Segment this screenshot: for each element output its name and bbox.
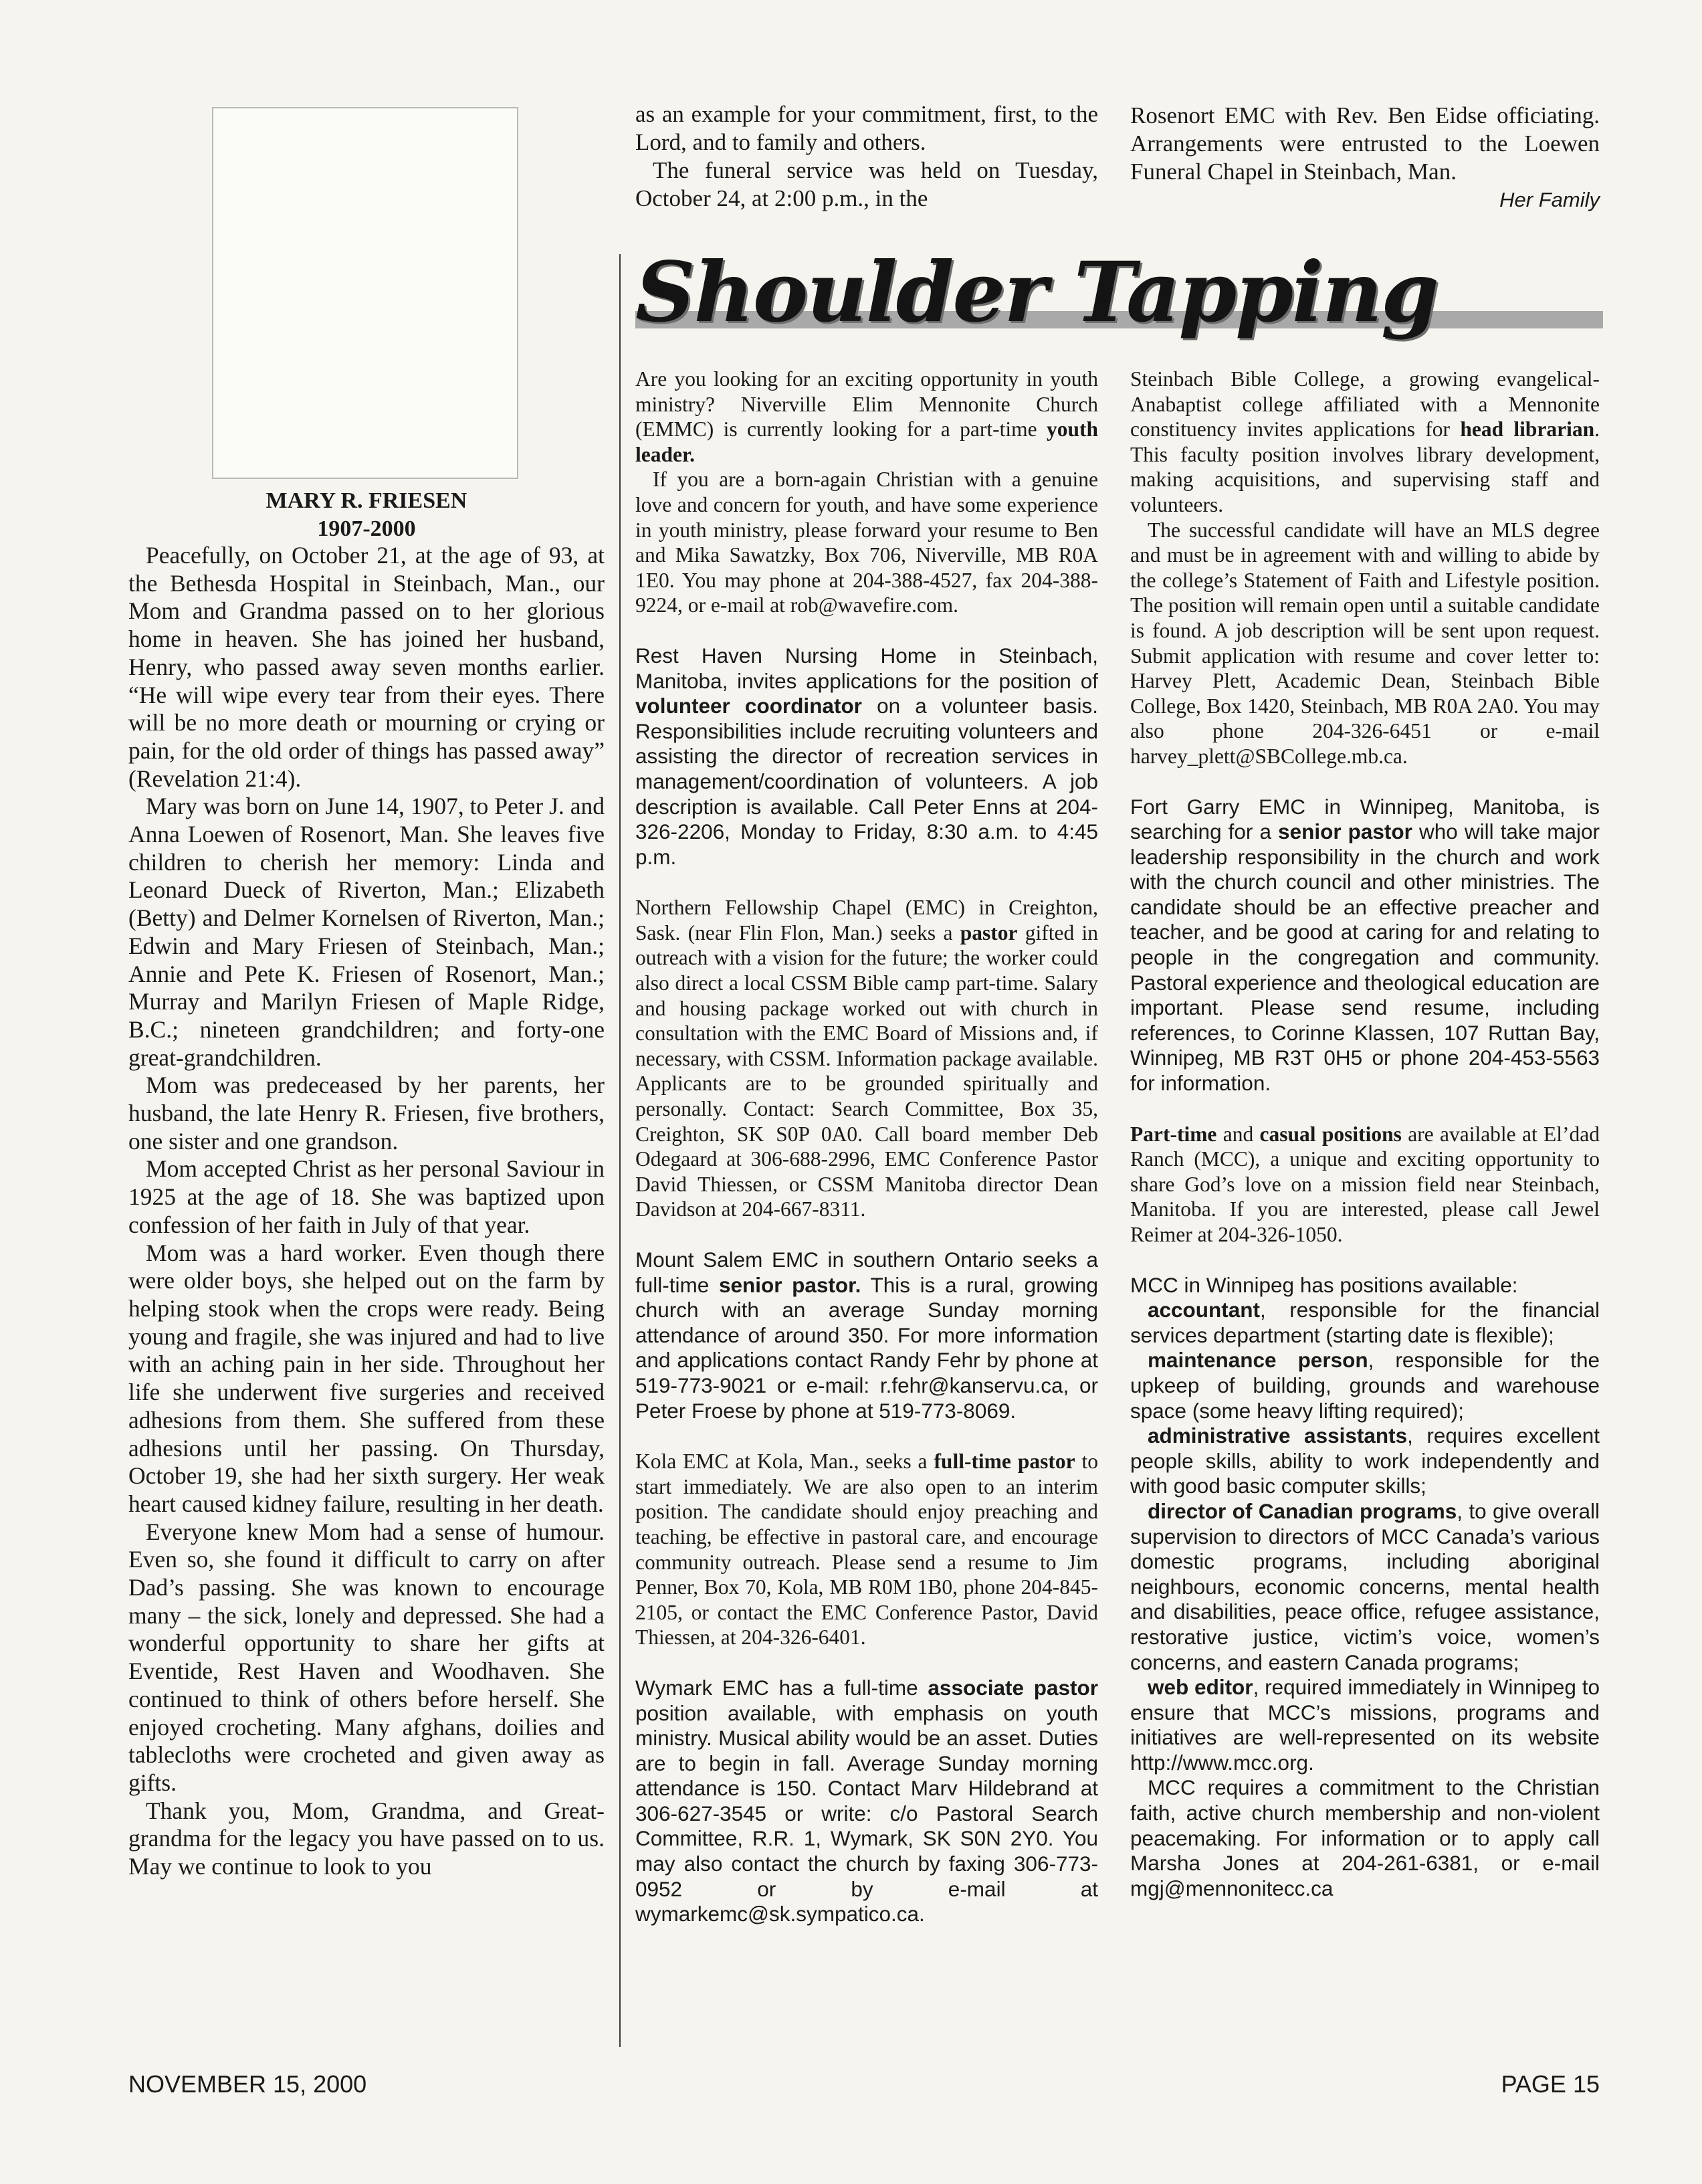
obituary-continued-right [1130,102,1600,214]
footer-date: NOVEMBER 15, 2000 [128,2070,367,2098]
obituary-name: MARY R. FRIESEN [265,488,467,513]
ad-position-title: youth leader. [635,417,1098,466]
ad-wymark: Wymark EMC has a full-time associate pastor position available, with emphasis on youth ministry. Musical ability would be an asset. Duties are to begin in fall. Average Sunday morning attendance is 150. Contact Marv Hildebrand at 306-627-3545 or write: c/o Pastoral Search Committee, R.R. 1, Wymark, SK S0N 2Y0. You may also contact the church by faxing 306-773-0952 or by e-mail at wymarkemc@sk.sympatico.ca. [635,1675,1098,1926]
obituary-years: 1907-2000 [317,516,416,541]
ad-position-title: maintenance person [1148,1348,1368,1373]
obituary-body [128,542,605,1881]
column-divider [619,254,621,2047]
footer-page-number: PAGE 15 [1501,2070,1600,2098]
ad-eldad-ranch: Part-time and casual positions are available at El’dad Ranch (MCC), a unique and exciting opportunity to share God’s love on a mission field near Steinbach, Manitoba. If you are interested, please call Jewel Reimer at 204-326-1050. [1130,1122,1600,1246]
obituary-paragraph: Mary was born on June 14, 1907, to Peter J. and Anna Loewen of Rosenort, Man. She leaves five children to cherish her memory: Linda and Leonard Dueck of Riverton, Man.; Elizabeth (Betty) and Delmer Kornelsen of Riverton, Man.; Edwin and Mary Friesen of Steinbach, Man.; Annie and Pete K. Friesen of Rosenort, Man.; Murray and Marilyn Friesen of Maple Ridge, B.C.; nineteen grandchildren; and forty-one great-grandchildren. [128,793,605,1071]
ad-position-title: full-time pastor [934,1450,1075,1474]
obituary-paragraph: as an example for your commitment, first, to the Lord, and to family and others. [635,101,1098,155]
ad-steinbach-bible-college: Steinbach Bible College, a growing evangelical-Anabaptist college affiliated with a Mennonite constituency invites applications for head librarian. This faculty position involves library development, making acquisitions, and supervising staff and volunteers. The successful candidate will have an MLS degree and must be in agreement with and willing to abide by the college’s Statement of Faith and Lifestyle position. The position will remain open until a suitable candidate is found. A job description will be sent upon request. Submit application with resume and cover letter to: Harvey Plett, Academic Dean, Steinbach Bible College, Box 1420, Steinbach, MB R0A 2A0. You may also phone 204-326-6451 or e-mail harvey_plett@SBCollege.mb.ca. [1130,367,1600,768]
ad-mcc-winnipeg: MCC in Winnipeg has positions available: accountant, responsible for the financial services department (starting date is flexible); maintenance person, responsible for the upkeep of building, grounds and warehouse space (some heavy lifting required); administrative assistants, requires excellent people skills, ability to work independently and with good basic computer skills; director of Canadian programs, to give overall supervision to directors of MCC Canada’s various domestic programs, including aboriginal neighbours, economic concerns, mental health and disabilities, peace office, refugee assistance, restorative justice, victim’s voice, women’s concerns, and eastern Canada programs; web editor, required immediately in Winnipeg to ensure that MCC’s missions, programs and initiatives are well-represented on its website http://www.mcc.org. MCC requires a commitment to the Christian faith, active church membership and non-violent peacemaking. For information or to apply call Marsha Jones at 204-261-6381, or e-mail mgj@mennonitecc.ca [1130,1272,1600,1900]
ad-position-title: director of Canadian programs [1148,1498,1457,1523]
ad-position-title: casual positions [1259,1122,1402,1146]
obituary-paragraph: Thank you, Mom, Grandma, and Great-grandma for the legacy you have passed on to us. May we continue to look to you [128,1797,605,1880]
ad-position-title: web editor [1148,1675,1253,1700]
ad-position-title: volunteer coordinator [635,694,862,718]
ad-mount-salem: Mount Salem EMC in southern Ontario seeks a full-time senior pastor. This is a rural, growing church with an average Sunday morning attendance of around 350. For more information and applications contact Randy Fehr by phone at 519-773-9021 or e-mail: r.fehr@kanservu.ca, or Peter Froese by phone at 519-773-8069. [635,1248,1098,1423]
ad-position-title: associate pastor [928,1675,1098,1700]
ad-position-title: pastor [960,920,1018,945]
obituary-signoff: Her Family [1499,188,1600,211]
obituary-paragraph: Mom accepted Christ as her personal Saviour in 1925 at the age of 18. She was baptized upon confession of her faith in July of that year. [128,1155,605,1238]
obituary-paragraph: Everyone knew Mom had a sense of humour. Even so, she found it difficult to carry on after Dad’s passing. She was known to encourage many – the sick, lonely and depressed. She had a wonderful opportunity to share her gifts at Eventide, Rest Haven and Woodhaven. She continued to think of others before herself. She enjoyed crocheting. Many afghans, doilies and tablecloths were crocheted and given away as gifts. [128,1518,605,1796]
ad-position-title: senior pastor. [718,1272,861,1297]
ad-position-title: administrative assistants [1148,1423,1408,1448]
obituary-paragraph: Rosenort EMC with Rev. Ben Eidse officiating. Arrangements were entrusted to the Loewen Funeral Chapel in Steinbach, Man. [1130,102,1600,185]
ad-position-title: Part-time [1130,1122,1217,1146]
ads-column-right [1130,367,1600,1901]
obituary-photo [212,107,518,479]
ad-position-title: accountant [1148,1298,1261,1322]
obituary-paragraph: Mom was predeceased by her parents, her husband, the late Henry R. Friesen, five brothers, one sister and one grandson. [128,1072,605,1155]
ad-rest-haven: Rest Haven Nursing Home in Steinbach, Manitoba, invites applications for the position of volunteer coordinator on a volunteer basis. Responsibilities include recruiting volunteers and assisting the director of recreation services in management/coordination of volunteers. A job description is available. Call Peter Enns at 204-326-2206, Monday to Friday, 8:30 a.m. to 4:45 p.m. [635,643,1099,869]
ad-position-title: head librarian [1460,417,1595,441]
ad-youth-leader: Are you looking for an exciting opportunity in youth ministry? Niverville Elim Mennonite Church (EMMC) is currently looking for a part-time youth leader. If you are a born-again Christian with a genuine love and concern for youth, and have some experience in youth ministry, please forward your resume to Ben and Mika Sawatzky, Box 706, Niverville, MB R0A 1E0. You may phone at 204-388-4527, fax 204-388-9224, or e-mail at rob@wavefire.com. [635,367,1098,617]
ad-fort-garry: Fort Garry EMC in Winnipeg, Manitoba, is searching for a senior pastor who will take major leadership responsibility in the church and work with the church council and other ministries. The candidate should be an effective preacher and teacher, and be good at caring for and relating to people in the congregation and community. Pastoral experience and theological education are important. Please send resume, including references, to Corinne Klassen, 107 Ruttan Bay, Winnipeg, MB R3T 0H5 or phone 204-453-5563 for information. [1130,794,1600,1096]
ads-column-middle [635,367,1098,1927]
ad-position-title: senior pastor [1278,819,1412,844]
obituary-paragraph: Peacefully, on October 21, at the age of 93, at the Bethesda Hospital in Steinbach, Man., our Mom and Grandma passed on to her glorious home in heaven. She has joined her husband, Henry, who passed away seven months earlier. “He will wipe every tear from their eyes. There will be no more death or mourning or crying or pain, for the old order of things has passed away” (Revelation 21:4). [128,542,605,792]
obituary-paragraph: The funeral service was held on Tuesday, October 24, at 2:00 p.m., in the [635,157,1098,211]
section-title: Shoulder Tapping [635,244,1438,341]
ad-kola: Kola EMC at Kola, Man., seeks a full-time pastor to start immediately. We are also open to an interim position. The candidate should enjoy preaching and teaching, be effective in pastoral care, and encourage community outreach. Please send a resume to Jim Penner, Box 70, Kola, MB R0M 1B0, phone 204-845-2105, or contact the EMC Conference Pastor, David Thiessen, at 204-326-6401. [635,1450,1098,1650]
obituary-heading [128,487,605,543]
obituary-paragraph: Mom was a hard worker. Even though there were older boys, she helped out on the farm by helping stook when the crops were ready. Being young and fragile, she was injured and had to live with an aching pain in her side. Throughout her life she underwent five surgeries and received adhesions from them. She suffered from these adhesions until her passing. On Thursday, October 19, she had her sixth surgery. Her weak heart caused kidney failure, resulting in her death. [128,1239,605,1517]
obituary-continued-mid [635,100,1098,213]
ad-northern-fellowship: Northern Fellowship Chapel (EMC) in Creighton, Sask. (near Flin Flon, Man.) seeks a pastor gifted in outreach with a vision for the future; the worker could also direct a local CSSM Bible camp part-time. Salary and housing package worked out with church in consultation with the EMC Board of Missions and, if necessary, with CSSM. Information package available. Applicants are to be grounded spiritually and personally. Contact: Search Committee, Box 35, Creighton, SK S0P 0A0. Call board member Deb Odegaard at 306-688-2996, EMC Conference Pastor David Thiessen, or CSSM Manitoba director Dean Davidson at 204-667-8311. [635,896,1098,1221]
